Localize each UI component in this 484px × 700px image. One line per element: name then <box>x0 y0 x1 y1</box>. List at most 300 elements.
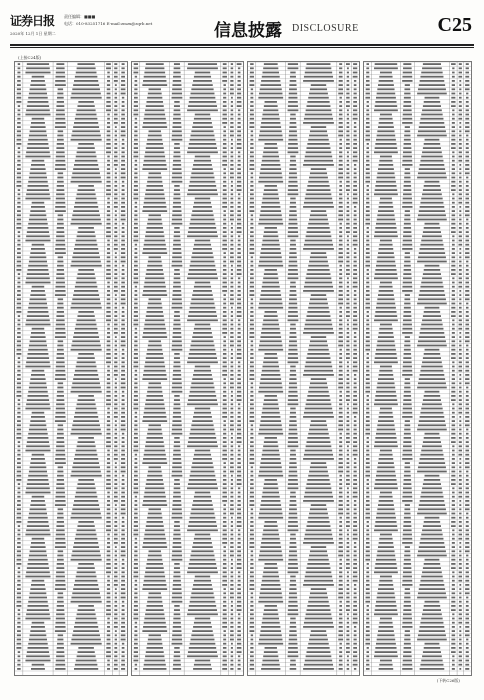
table-cell-text <box>419 252 445 254</box>
table-cell-text <box>288 311 298 313</box>
table-cell-text <box>419 420 445 422</box>
table-cell-text <box>17 450 20 452</box>
table-cell-text <box>404 634 410 636</box>
table-cell-text <box>115 508 117 510</box>
table-cell-text <box>191 256 213 258</box>
table-cell-text <box>77 361 96 363</box>
table-cell-text <box>145 445 164 447</box>
table-cell-text <box>305 114 332 116</box>
table-cell-text <box>106 601 110 603</box>
table-cell-text <box>194 580 211 582</box>
table-cell-text <box>195 408 210 410</box>
table-cell-text <box>353 357 357 359</box>
table-cell-text <box>230 261 234 263</box>
table-cell-text <box>250 181 253 183</box>
table-cell-text <box>289 555 297 557</box>
table-cell-text <box>230 244 233 246</box>
table-cell-text <box>231 395 233 397</box>
table-cell-text <box>353 114 358 116</box>
table-cell-text <box>308 181 329 183</box>
table-cell-text <box>402 626 412 628</box>
table-cell-text <box>465 660 469 662</box>
table-cell-text <box>17 555 21 557</box>
table-cell-text <box>107 660 109 662</box>
table-cell-text <box>173 626 181 628</box>
table-cell-text <box>230 214 234 216</box>
table-cell-text <box>465 550 470 552</box>
table-cell-text <box>347 328 349 330</box>
table-cell-text <box>75 76 97 78</box>
table-cell-text <box>405 630 410 632</box>
table-cell-text <box>353 567 357 569</box>
table-cell-text <box>459 466 461 468</box>
table-cell-text <box>452 538 455 540</box>
table-cell-text <box>452 328 455 330</box>
table-cell-text <box>115 340 117 342</box>
table-cell-text <box>18 235 21 237</box>
table-cell-text <box>366 399 369 401</box>
table-cell-text <box>346 521 350 523</box>
table-cell-text <box>265 605 277 607</box>
table-cell-text <box>238 118 241 120</box>
table-cell-text <box>172 223 183 225</box>
table-cell-text <box>107 408 109 410</box>
table-cell-text <box>174 563 179 565</box>
table-cell-text <box>17 538 20 540</box>
table-cell-text <box>290 408 295 410</box>
table-cell-text <box>458 118 462 120</box>
table-cell-text <box>250 361 254 363</box>
table-cell-text <box>238 584 241 586</box>
table-cell-text <box>55 332 65 334</box>
table-cell-text <box>366 193 369 195</box>
table-cell-text <box>347 72 349 74</box>
table-cell-text <box>222 290 227 292</box>
table-cell-text <box>30 130 47 132</box>
table-cell-text <box>262 76 280 78</box>
table-cell-text <box>259 513 282 515</box>
table-cell-text <box>114 458 118 460</box>
table-cell-text <box>366 303 370 305</box>
table-cell-text <box>307 273 331 275</box>
table-cell-text <box>339 605 342 607</box>
table-cell-text <box>238 580 241 582</box>
table-cell-text <box>353 559 356 561</box>
table-cell-text <box>56 315 64 317</box>
table-cell-text <box>289 130 297 132</box>
table-cell-text <box>57 555 63 557</box>
table-cell-text <box>106 487 111 489</box>
table-cell-text <box>114 479 117 481</box>
table-cell-text <box>57 97 64 99</box>
table-cell-text <box>290 114 295 116</box>
table-cell-text <box>174 613 181 615</box>
table-cell-text <box>459 542 461 544</box>
table-cell-text <box>146 353 163 355</box>
table-cell-text <box>174 269 179 271</box>
table-cell-text <box>339 437 342 439</box>
table-cell-text <box>191 424 213 426</box>
table-cell-text <box>145 361 164 363</box>
table-cell-text <box>354 508 357 510</box>
table-cell-text <box>114 571 117 573</box>
table-cell-text <box>17 504 21 506</box>
table-cell-text <box>289 345 297 347</box>
table-cell-text <box>452 206 455 208</box>
table-cell-text <box>421 324 442 326</box>
table-cell-text <box>56 403 65 405</box>
table-cell-text <box>258 559 283 561</box>
table-cell-text <box>28 139 47 141</box>
table-cell-text <box>114 374 118 376</box>
table-cell-text <box>452 580 455 582</box>
table-cell-text <box>338 466 343 468</box>
table-cell-text <box>404 298 410 300</box>
table-cell-text <box>106 273 111 275</box>
table-cell-text <box>134 508 137 510</box>
table-cell-text <box>404 597 410 599</box>
table-cell-text <box>223 156 227 158</box>
table-cell-text <box>261 458 280 460</box>
table-cell-text <box>192 336 213 338</box>
table-cell-text <box>366 345 370 347</box>
table-cell-text <box>223 219 226 221</box>
table-cell-text <box>402 164 412 166</box>
table-cell-text <box>452 634 456 636</box>
table-cell-text <box>366 651 369 653</box>
table-cell-text <box>354 80 356 82</box>
table-cell-text <box>107 378 110 380</box>
table-cell-text <box>55 412 65 414</box>
table-cell-text <box>367 353 369 355</box>
table-cell-text <box>307 269 329 271</box>
table-cell-text <box>459 223 462 225</box>
table-cell-text <box>339 143 342 145</box>
table-cell-text <box>134 256 137 258</box>
table-cell-text <box>147 559 162 561</box>
table-cell-text <box>307 521 329 523</box>
table-cell-text <box>250 189 253 191</box>
table-cell-text <box>374 235 398 237</box>
table-cell-text <box>148 429 162 431</box>
table-cell-text <box>57 345 63 347</box>
table-cell-text <box>288 395 298 397</box>
table-cell-text <box>251 219 254 221</box>
table-cell-text <box>451 105 456 107</box>
table-cell-text <box>466 613 469 615</box>
table-cell-text <box>307 605 329 607</box>
table-cell-text <box>230 592 234 594</box>
table-cell-text <box>288 151 299 153</box>
table-cell-text <box>403 576 412 578</box>
table-cell-text <box>465 496 469 498</box>
table-cell-text <box>106 445 111 447</box>
table-cell-text <box>366 542 370 544</box>
table-cell-text <box>107 164 110 166</box>
table-cell-text <box>71 219 100 221</box>
table-cell-text <box>145 193 164 195</box>
table-cell-text <box>288 433 297 435</box>
table-cell-text <box>417 429 447 431</box>
table-cell-text <box>144 156 165 158</box>
table-cell-text <box>260 294 281 296</box>
table-cell-text <box>238 660 241 662</box>
table-cell-text <box>379 538 392 540</box>
table-cell-text <box>250 563 253 565</box>
table-cell-text <box>17 252 21 254</box>
table-cell-text <box>465 374 469 376</box>
table-cell-text <box>465 168 469 170</box>
table-cell-text <box>366 668 370 670</box>
table-cell-text <box>339 479 342 481</box>
table-cell-text <box>71 429 100 431</box>
table-cell-text <box>379 76 392 78</box>
table-cell-text <box>262 286 280 288</box>
table-cell-text <box>459 80 461 82</box>
table-cell-text <box>458 370 462 372</box>
table-cell-text <box>106 231 111 233</box>
table-cell-text <box>250 332 255 334</box>
table-cell-text <box>17 496 20 498</box>
table-cell-text <box>264 105 278 107</box>
table-cell-text <box>466 559 469 561</box>
table-cell-text <box>347 202 349 204</box>
table-cell-text <box>290 282 295 284</box>
table-cell-text <box>107 634 111 636</box>
table-cell-text <box>122 567 125 569</box>
table-cell-text <box>346 147 350 149</box>
table-cell-text <box>420 538 443 540</box>
table-cell-text <box>339 118 343 120</box>
table-cell-text <box>143 500 166 502</box>
table-cell-text <box>262 618 279 620</box>
table-cell-text <box>466 529 469 531</box>
table-cell-text <box>223 130 226 132</box>
table-cell-text <box>231 311 233 313</box>
table-cell-text <box>303 668 334 670</box>
table-cell-text <box>173 534 180 536</box>
table-cell-text <box>174 185 179 187</box>
table-cell-text <box>307 563 329 565</box>
table-cell-text <box>403 613 412 615</box>
table-cell-text <box>134 273 138 275</box>
table-cell-text <box>307 399 331 401</box>
table-cell-text <box>451 273 456 275</box>
table-cell-text <box>465 416 469 418</box>
table-cell-text <box>26 445 50 447</box>
table-cell-text <box>365 97 370 99</box>
table-cell-text <box>107 416 110 418</box>
table-cell-text <box>114 164 118 166</box>
table-cell-text <box>264 525 278 527</box>
table-cell-text <box>77 613 96 615</box>
table-cell-text <box>17 286 20 288</box>
table-cell-text <box>311 588 326 590</box>
table-cell-text <box>250 193 254 195</box>
table-cell-text <box>114 193 117 195</box>
table-cell-text <box>230 206 233 208</box>
table-cell-text <box>303 416 334 418</box>
table-cell-text <box>290 206 297 208</box>
table-cell-text <box>29 555 47 557</box>
table-cell-text <box>134 420 137 422</box>
table-cell-text <box>405 546 410 548</box>
table-cell-text <box>172 336 181 338</box>
table-cell-text <box>459 277 462 279</box>
table-cell-text <box>173 668 181 670</box>
table-cell-text <box>347 504 350 506</box>
table-cell-text <box>403 315 411 317</box>
table-cell-text <box>452 626 455 628</box>
table-cell-text <box>466 391 469 393</box>
table-cell-text <box>121 622 125 624</box>
table-cell-text <box>56 240 65 242</box>
table-cell-text <box>134 634 137 636</box>
table-cell-text <box>459 67 462 69</box>
table-cell-text <box>31 332 45 334</box>
table-cell-text <box>303 626 334 628</box>
table-cell-text <box>107 412 110 414</box>
table-cell-text <box>28 143 49 145</box>
table-cell-text <box>308 223 329 225</box>
table-cell-text <box>107 374 110 376</box>
table-cell-text <box>375 525 398 527</box>
table-cell-text <box>304 118 333 120</box>
table-cell-text <box>250 643 253 645</box>
table-cell-text <box>134 647 138 649</box>
table-cell-text <box>451 265 455 267</box>
table-cell-text <box>16 521 21 523</box>
table-cell-text <box>465 202 469 204</box>
table-cell-text <box>354 130 357 132</box>
table-cell-text <box>134 298 137 300</box>
table-cell-text <box>379 622 392 624</box>
table-cell-text <box>418 130 446 132</box>
table-cell-text <box>191 382 213 384</box>
table-cell-text <box>422 151 442 153</box>
table-cell-text <box>375 567 398 569</box>
table-cell-text <box>260 466 282 468</box>
table-cell-text <box>238 72 241 74</box>
table-cell-text <box>263 151 278 153</box>
table-cell-text <box>72 550 100 552</box>
table-cell-text <box>424 395 440 397</box>
table-cell-text <box>354 550 357 552</box>
table-cell-text <box>420 76 443 78</box>
table-cell-text <box>377 177 396 179</box>
table-cell-text <box>28 559 47 561</box>
table-cell-text <box>191 592 213 594</box>
table-cell-text <box>420 164 445 166</box>
table-cell-text <box>250 559 253 561</box>
table-cell-text <box>32 76 45 78</box>
table-cell-text <box>354 219 357 221</box>
table-cell-text <box>28 395 49 397</box>
table-cell-text <box>459 655 462 657</box>
table-cell-text <box>223 319 227 321</box>
table-cell-text <box>465 370 469 372</box>
table-cell-text <box>452 500 455 502</box>
table-cell-text <box>459 353 462 355</box>
table-cell-text <box>114 198 117 200</box>
table-cell-text <box>142 588 167 590</box>
table-cell-text <box>237 177 241 179</box>
table-cell-text <box>142 168 167 170</box>
table-cell-text <box>134 391 138 393</box>
table-cell-text <box>77 189 94 191</box>
table-cell-text <box>238 277 240 279</box>
table-cell-text <box>17 240 20 242</box>
table-cell-text <box>377 256 394 258</box>
table-cell-text <box>261 668 280 670</box>
table-cell-text <box>465 294 469 296</box>
table-cell-text <box>230 412 233 414</box>
table-cell-text <box>366 403 369 405</box>
table-cell-text <box>107 626 110 628</box>
table-cell-text <box>261 80 280 82</box>
table-cell-text <box>465 462 469 464</box>
table-cell-text <box>18 231 20 233</box>
table-cell-text <box>237 479 242 481</box>
table-cell-text <box>353 353 357 355</box>
table-cell-text <box>76 576 97 578</box>
table-cell-text <box>417 345 447 347</box>
table-cell-text <box>402 118 412 120</box>
table-cell-text <box>376 391 396 393</box>
table-cell-text <box>420 202 443 204</box>
table-cell-text <box>250 223 253 225</box>
table-cell-text <box>57 185 64 187</box>
table-cell-text <box>55 202 65 204</box>
table-cell-text <box>146 605 163 607</box>
table-cell-text <box>466 189 469 191</box>
table-cell-text <box>223 630 225 632</box>
table-cell-text <box>375 521 396 523</box>
table-cell-text <box>353 483 357 485</box>
table-cell-text <box>121 151 124 153</box>
table-cell-text <box>143 164 166 166</box>
table-cell-text <box>31 374 45 376</box>
table-cell-text <box>27 63 49 65</box>
table-cell-text <box>346 387 349 389</box>
table-cell-text <box>466 97 469 99</box>
table-cell-text <box>31 458 45 460</box>
table-cell-text <box>17 424 21 426</box>
table-cell-text <box>231 97 233 99</box>
table-cell-text <box>73 84 99 86</box>
table-cell-text <box>237 525 242 527</box>
table-cell-text <box>25 114 50 116</box>
table-cell-text <box>75 370 97 372</box>
table-cell-text <box>260 424 282 426</box>
table-cell-text <box>73 252 99 254</box>
table-cell-text <box>114 605 117 607</box>
table-cell-text <box>289 466 297 468</box>
table-cell-text <box>290 492 295 494</box>
table-cell-text <box>71 135 100 137</box>
table-cell-text <box>134 655 139 657</box>
table-cell-text <box>377 508 394 510</box>
table-cell-text <box>77 231 94 233</box>
table-cell-text <box>451 609 456 611</box>
table-cell-text <box>288 109 299 111</box>
table-cell-text <box>377 387 396 389</box>
table-cell-text <box>149 382 161 384</box>
table-cell-text <box>237 345 241 347</box>
editor-line: 责任编辑：■■■ <box>64 14 96 19</box>
table-cell-text <box>114 147 117 149</box>
table-cell-text <box>115 252 117 254</box>
